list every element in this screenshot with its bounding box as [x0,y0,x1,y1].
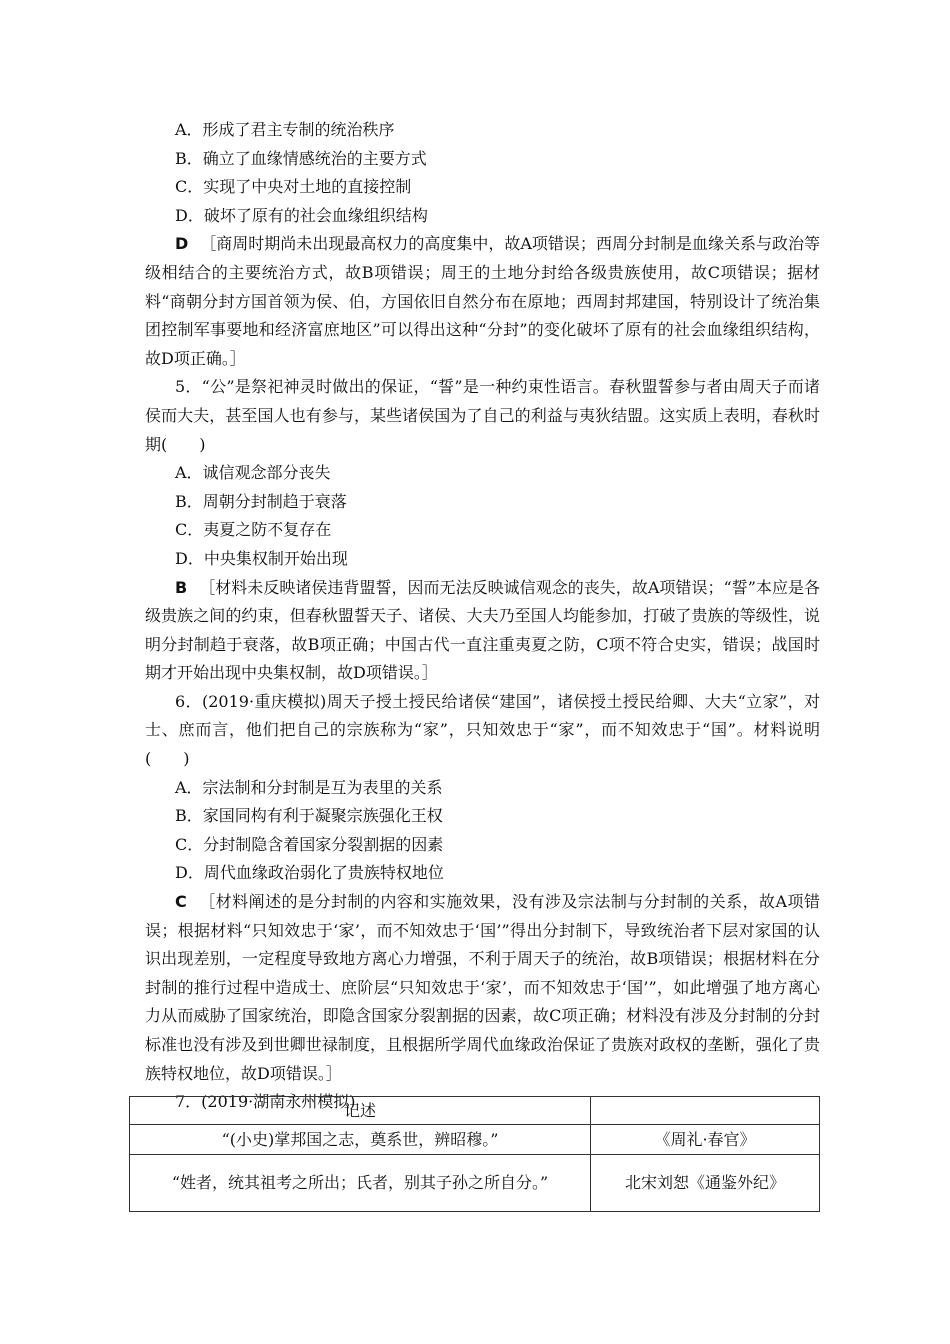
option-a: A．诚信观念部分丧失 [175,463,331,483]
answer-analysis: ［商周时期尚未出现最高权力的高度集中，故A项错误；西周分封制是血缘关系与政治等级相结合的主要统治方式，故B项错误；周王的土地分封给各级贵族使用，故C项错误；据材料“商朝分封方国首领为侯、伯，方国依旧自然分布在原地；西周封邦建国，特别设计了统治集团控制军事要地和经济富庶地区”可以得出这种“分封”的变化破坏了原有的社会血缘组织结构，故D项正确。］ [145,234,820,368]
option-c: C．夷夏之防不复存在 [175,520,332,540]
option-b: B．确立了血缘情感统治的主要方式 [175,148,427,168]
option-b: B．家国同构有利于凝聚宗族强化王权 [175,806,443,826]
q6-answer [145,888,820,1088]
q4-answer [145,230,820,373]
option-d: D．中央集权制开始出现 [175,548,348,568]
record-cell: “姓者，统其祖考之所出；氏者，别其子孙之所自分。” [130,1155,591,1212]
source-cell: 《周礼·春官》 [591,1125,820,1155]
answer-letter: C [175,892,187,912]
answer-letter: D [175,234,189,254]
option-d: D．破坏了原有的社会血缘组织结构 [175,205,428,225]
q5-stem: 5．“公”是祭祀神灵时做出的保证，“誓”是一种约束性语言。春秋盟誓参与者由周天子而诸侯而大夫，甚至国人也有参与，某些诸侯国为了自己的利益与夷狄结盟。这实质上表明，春秋时期( ) [145,377,820,454]
q4-options [145,116,820,230]
question-content [145,116,820,1117]
source-table [129,1096,820,1212]
q7-stem: 7．(2019·湖南永州模拟) [175,1092,356,1112]
header-cell-record: 记述 [130,1097,591,1125]
q6-options [145,774,820,888]
answer-letter: B [175,577,188,597]
option-b: B．周朝分封制趋于衰落 [175,491,347,511]
option-a: A．宗法制和分封制是互为表里的关系 [175,777,443,797]
q6-stem: 6．(2019·重庆模拟)周天子授土授民给诸侯“建国”，诸侯授土授民给卿、大夫“立家”，对士、庶而言，他们把自己的宗族称为“家”，只知效忠于“家”，而不知效忠于“国”。材料说明( ) [145,691,820,769]
table-header-row [130,1097,820,1125]
record-cell: “(小史)掌邦国之志，奠系世，辨昭穆。” [130,1125,591,1155]
q5-answer [145,574,820,688]
answer-analysis: ［材料阐述的是分封制的内容和实施效果，没有涉及宗法制与分封制的关系，故A项错误；根据材料“只知效忠于‘家’，而不知效忠于‘国’”得出分封制下，导致统治者下层对家国的认识出现差别，一定程度导致地方离心力增强，不利于周天子的统治，故B项错误；根据材料在分封制的推行过程中造成士、庶阶层“只知效忠于‘家’，而不知效忠于‘国’”，如此增强了地方离心力从而威胁了国家统治，即隐含国家分裂割据的因素，故C项正确；材料没有涉及分封制的分封标准也没有涉及到世卿世禄制度，且根据所学周代血缘政治保证了贵族对政权的垄断，强化了贵族特权地位，故D项错误。］ [145,892,820,1083]
header-cell-source [591,1097,820,1125]
answer-analysis: ［材料未反映诸侯违背盟誓，因而无法反映诚信观念的丧失，故A项错误；“誓”本应是各级贵族之间的约束，但春秋盟誓天子、诸侯、大夫乃至国人均能参加，打破了贵族的等级性，说明分封制趋于衰落，故B项正确；中国古代一直注重夷夏之防，C项不符合史实，错误；战国时期才开始出现中央集权制，故D项错误。］ [145,577,820,683]
table-row [130,1155,820,1212]
q5-options [145,459,820,573]
source-cell: 北宋刘恕《通鉴外纪》 [591,1155,820,1212]
option-d: D．周代血缘政治弱化了贵族特权地位 [175,863,444,883]
option-c: C．分封制隐含着国家分裂割据的因素 [175,834,444,854]
option-a: A．形成了君主专制的统治秩序 [175,120,395,139]
option-c: C．实现了中央对土地的直接控制 [175,177,412,197]
table-row [130,1125,820,1155]
